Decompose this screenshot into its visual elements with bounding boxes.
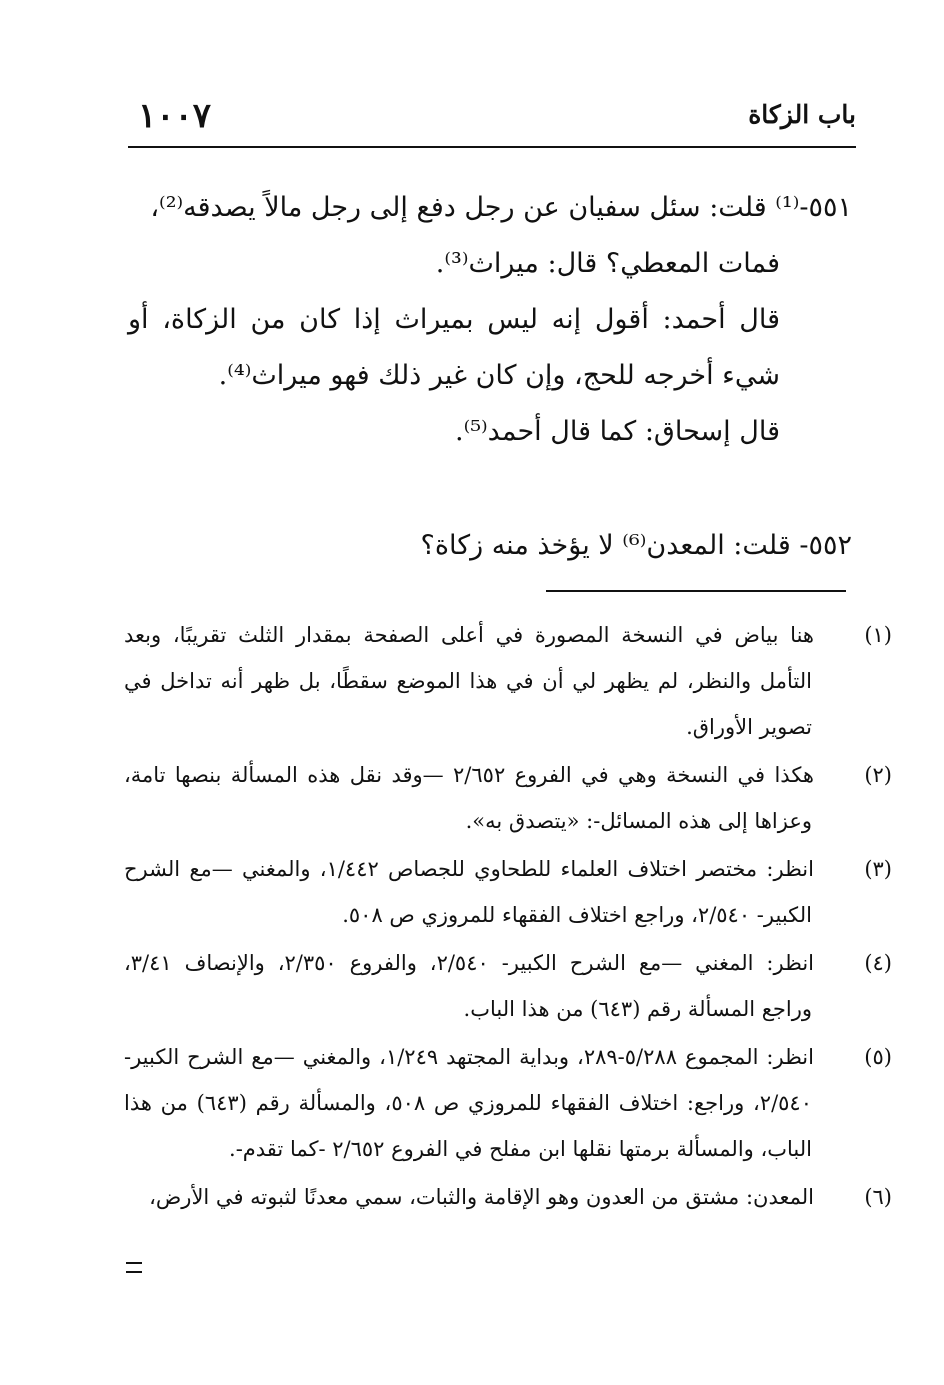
entry-line: فمات المعطي؟ قال: ميراث⁽³⁾. [435, 248, 780, 279]
footnote-text: هنا بياض في النسخة المصورة في أعلى الصفحة بمقدار الثلث تقريبًا، وبعد التأمل والنظر، لم يظهر لي أن في هذا الموضع سقطًا، بل ظهر أنه تداخل في تصوير الأوراق. [124, 623, 814, 739]
footnote-number: (٢) [864, 763, 892, 787]
footnote-text: انظر: المجموع ٥/٢٨٨-٢٨٩، وبداية المجتهد ١/٢٤٩، والمغني —مع الشرح الكبير- ٢/٥٤٠، وراجع: اختلاف الفقهاء للمروزي ص ٥٠٨، والمسألة رقم (٦٤٣) من هذا الباب، والمسألة برمتها نقلها ابن مفلح في الفروع ٢/٦٥٢ -كما تقدم-. [124, 1045, 814, 1161]
entry-paragraph: قال أحمد: أقول إنه ليس بميراث إذا كان من الزكاة، أو شيء أخرجه للحج، وإن كان غير ذلك فهو ميراث⁽⁴⁾. [128, 304, 780, 391]
entry-line: ٥٥٢- قلت: المعدن⁽⁶⁾ لا يؤخذ منه زكاة؟ [420, 530, 852, 561]
footnote-number: (٦) [864, 1185, 892, 1209]
chapter-title: باب الزكاة [748, 100, 856, 129]
entry-line: ٥٥١-⁽¹⁾ قلت: سئل سفيان عن رجل دفع إلى رجل مالاً يصدقه⁽²⁾، [150, 192, 852, 223]
footnote-number: (٤) [864, 951, 892, 975]
footnote-text: انظر: المغني —مع الشرح الكبير- ٢/٥٤٠، والفروع ٢/٣٥٠، والإنصاف ٣/٤١، وراجع المسألة رقم (٦٤٣) من هذا الباب. [124, 951, 814, 1021]
footnote-1 [124, 612, 892, 750]
main-text [128, 180, 852, 574]
footnote-number: (٥) [864, 1045, 892, 1069]
continuation-mark [126, 1262, 142, 1273]
entry-552 [128, 518, 852, 574]
footnote-text: هكذا في النسخة وهي في الفروع ٢/٦٥٢ —وقد نقل هذه المسألة بنصها تامة، وعزاها إلى هذه المسائل-: «يتصدق به». [124, 763, 814, 833]
footnote-4 [124, 940, 892, 1032]
footnote-6 [124, 1174, 892, 1220]
footnote-text: المعدن: مشتق من العدون وهو الإقامة والثبات، سمي معدنًا لثبوته في الأرض، [149, 1185, 814, 1209]
footnote-2 [124, 752, 892, 844]
entry-551 [128, 180, 852, 460]
footnote-divider [546, 590, 846, 592]
page-header [128, 96, 856, 146]
entry-paragraph: قال إسحاق: كما قال أحمد⁽⁵⁾. [455, 416, 780, 447]
footnote-3 [124, 846, 892, 938]
footnote-number: (١) [864, 623, 892, 647]
footnote-text: انظر: مختصر اختلاف العلماء للطحاوي للجصاص ١/٤٤٢، والمغني —مع الشرح الكبير- ٢/٥٤٠، وراجع اختلاف الفقهاء للمروزي ص ٥٠٨. [124, 857, 814, 927]
footnote-5 [124, 1034, 892, 1172]
page-number: ١٠٠٧ [138, 96, 212, 136]
footnotes [124, 612, 892, 1222]
footnote-number: (٣) [864, 857, 892, 881]
header-rule [128, 146, 856, 148]
